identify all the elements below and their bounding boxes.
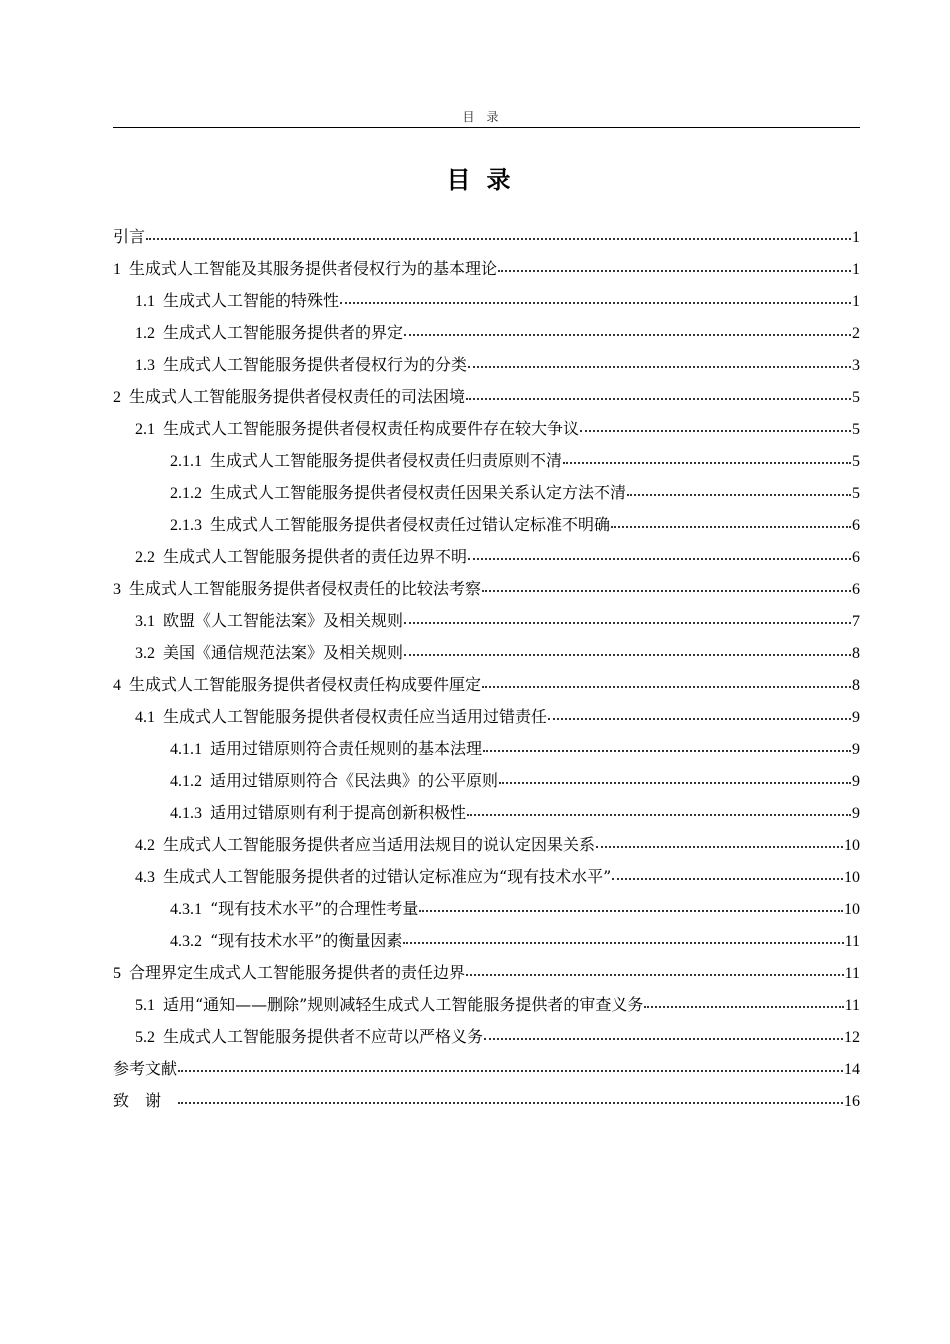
toc-entry-title: “现有技术水平”的衡量因素 (210, 931, 403, 950)
toc-entry[interactable] (113, 641, 860, 673)
toc-entry-number: 2.2 (135, 549, 155, 566)
toc-entry-title: 欧盟《人工智能法案》及相关规则 (163, 611, 404, 630)
toc-entry-number: 4.3.1 (170, 901, 202, 918)
dot-leader (482, 578, 851, 594)
toc-entry[interactable] (113, 545, 860, 577)
toc-entry-number: 5.1 (135, 997, 155, 1014)
toc-entry-title: 生成式人工智能及其服务提供者侵权行为的基本理论 (129, 259, 498, 278)
toc-entry-number: 4.3.2 (170, 933, 202, 950)
dot-leader (612, 866, 843, 882)
toc-entry[interactable] (113, 769, 860, 801)
toc-entry-number: 4.2 (135, 837, 155, 854)
dot-leader (404, 610, 851, 626)
toc-entry-title: 美国《通信规范法案》及相关规则 (163, 643, 404, 662)
toc-entry[interactable] (113, 673, 860, 705)
toc-entry-page-number: 14 (844, 1061, 860, 1078)
toc-entry[interactable] (113, 481, 860, 513)
toc-entry[interactable] (113, 449, 860, 481)
dot-leader (404, 642, 851, 658)
toc-entry-page-number: 10 (844, 869, 860, 886)
dot-leader (178, 1058, 843, 1074)
toc-entry-title: 生成式人工智能服务提供者不应苛以严格义务 (163, 1027, 484, 1046)
toc-entry-title: 适用过错原则符合责任规则的基本法理 (210, 739, 483, 758)
toc-entry-number: 4.1 (135, 709, 155, 726)
toc-entry[interactable] (113, 225, 860, 257)
toc-entry-page-number: 5 (852, 485, 860, 502)
toc-entry[interactable] (113, 865, 860, 897)
toc-entry[interactable] (113, 993, 860, 1025)
toc-entry[interactable] (113, 385, 860, 417)
toc-entry-title: 生成式人工智能服务提供者侵权责任因果关系认定方法不清 (210, 483, 627, 502)
toc-entry-page-number: 10 (844, 901, 860, 918)
toc-entry-number: 4 (113, 677, 121, 694)
dot-leader (466, 962, 844, 978)
toc-entry-number: 2.1.2 (170, 485, 202, 502)
toc-entry-page-number: 11 (844, 965, 860, 982)
toc-entry[interactable] (113, 737, 860, 769)
dot-leader (596, 834, 843, 850)
dot-leader (466, 386, 851, 402)
toc-entry-page-number: 8 (852, 677, 860, 694)
toc-entry-page-number: 9 (852, 805, 860, 822)
dot-leader (340, 290, 851, 306)
toc-entry[interactable] (113, 289, 860, 321)
toc-entry-title: 生成式人工智能服务提供者的责任边界不明 (163, 547, 468, 566)
toc-entry-page-number: 9 (852, 709, 860, 726)
toc-entry-number: 1.2 (135, 325, 155, 342)
toc-entry-number: 3 (113, 581, 121, 598)
toc-entry-page-number: 5 (852, 453, 860, 470)
toc-entry-number: 4.1.2 (170, 773, 202, 790)
toc-entry[interactable] (113, 833, 860, 865)
dot-leader (419, 898, 843, 914)
toc-entry-title: 生成式人工智能服务提供者侵权责任构成要件厘定 (129, 675, 482, 694)
toc-entry-number: 4.1.1 (170, 741, 202, 758)
toc-entry-number: 2.1 (135, 421, 155, 438)
toc-entry-number: 2 (113, 389, 121, 406)
toc-entry-title: 生成式人工智能服务提供者侵权责任构成要件存在较大争议 (163, 419, 580, 438)
toc-entry-title: 致谢 (113, 1091, 178, 1110)
toc-entry[interactable] (113, 1025, 860, 1057)
toc-entry-page-number: 2 (852, 325, 860, 342)
toc-entry-page-number: 9 (852, 741, 860, 758)
toc-entry-page-number: 9 (852, 773, 860, 790)
running-header: 目录 (462, 110, 511, 124)
dot-leader (548, 706, 851, 722)
toc-entry[interactable] (113, 513, 860, 545)
toc-entry-number: 4.3 (135, 869, 155, 886)
dot-leader (146, 226, 851, 242)
toc-entry-title: 适用过错原则有利于提高创新积极性 (210, 803, 467, 822)
header-rule (113, 127, 860, 128)
toc-entry-page-number: 1 (852, 261, 860, 278)
toc-entry-page-number: 6 (852, 581, 860, 598)
toc-entry[interactable] (113, 897, 860, 929)
dot-leader (563, 450, 851, 466)
toc-entry-page-number: 3 (852, 357, 860, 374)
toc-entry-title: 生成式人工智能服务提供者应当适用法规目的说认定因果关系 (163, 835, 596, 854)
toc-entry-number: 3.1 (135, 613, 155, 630)
toc-entry-page-number: 8 (852, 645, 860, 662)
toc-entry-page-number: 6 (852, 549, 860, 566)
dot-leader (498, 258, 851, 274)
toc-entry-page-number: 5 (852, 389, 860, 406)
dot-leader (484, 1026, 843, 1042)
toc-entry[interactable] (113, 577, 860, 609)
toc-entry-page-number: 1 (852, 293, 860, 310)
toc-entry-number: 3.2 (135, 645, 155, 662)
toc-entry[interactable] (113, 417, 860, 449)
toc-entry-page-number: 11 (844, 933, 860, 950)
toc-entry-title: 参考文献 (113, 1059, 178, 1078)
toc-entry[interactable] (113, 257, 860, 289)
page-title: 目录 (446, 166, 527, 194)
dot-leader (468, 546, 851, 562)
dot-leader (611, 514, 851, 530)
toc-entry[interactable] (113, 929, 860, 961)
dot-leader (499, 770, 851, 786)
toc-entry-title: 生成式人工智能服务提供者的过错认定标准应为“现有技术水平” (163, 867, 612, 886)
toc-entry-title: 生成式人工智能服务提供者的界定 (163, 323, 404, 342)
toc-entry-title: 合理界定生成式人工智能服务提供者的责任边界 (129, 963, 466, 982)
toc-entry-page-number: 11 (844, 997, 860, 1014)
dot-leader (178, 1090, 843, 1106)
toc-entry-title: 适用“通知——删除”规则减轻生成式人工智能服务提供者的审查义务 (163, 995, 644, 1014)
toc-entry-title: 生成式人工智能服务提供者侵权行为的分类 (163, 355, 468, 374)
toc-entry-title: 生成式人工智能服务提供者侵权责任应当适用过错责任 (163, 707, 548, 726)
toc-entry[interactable] (113, 801, 860, 833)
toc-entry[interactable] (113, 961, 860, 993)
toc-entry-page-number: 1 (852, 229, 860, 246)
dot-leader (644, 994, 843, 1010)
toc-entry-title: 生成式人工智能服务提供者侵权责任的比较法考察 (129, 579, 482, 598)
toc-entry-title: “现有技术水平”的合理性考量 (210, 899, 419, 918)
toc-entry-number: 4.1.3 (170, 805, 202, 822)
toc-entry-number: 5.2 (135, 1029, 155, 1046)
toc-entry[interactable] (113, 1057, 860, 1089)
dot-leader (482, 674, 851, 690)
toc-entry[interactable] (113, 353, 860, 385)
toc-entry-number: 1 (113, 261, 121, 278)
toc-entry-page-number: 7 (852, 613, 860, 630)
toc-entry[interactable] (113, 1089, 860, 1121)
toc-entry-number: 2.1.1 (170, 453, 202, 470)
toc-entry-page-number: 5 (852, 421, 860, 438)
toc-entry[interactable] (113, 705, 860, 737)
toc-entry-number: 1.3 (135, 357, 155, 374)
toc-entry-page-number: 10 (844, 837, 860, 854)
toc-entry-number: 2.1.3 (170, 517, 202, 534)
table-of-contents (113, 225, 860, 1121)
toc-entry[interactable] (113, 321, 860, 353)
dot-leader (627, 482, 851, 498)
toc-entry[interactable] (113, 609, 860, 641)
toc-entry-title: 引言 (113, 227, 146, 246)
dot-leader (580, 418, 851, 434)
toc-entry-number: 5 (113, 965, 121, 982)
dot-leader (468, 354, 851, 370)
dot-leader (483, 738, 851, 754)
dot-leader (403, 930, 843, 946)
toc-entry-page-number: 12 (844, 1029, 860, 1046)
toc-entry-title: 生成式人工智能服务提供者侵权责任的司法困境 (129, 387, 466, 406)
toc-entry-title: 生成式人工智能服务提供者侵权责任过错认定标准不明确 (210, 515, 611, 534)
toc-entry-title: 生成式人工智能服务提供者侵权责任归责原则不清 (210, 451, 563, 470)
dot-leader (404, 322, 851, 338)
toc-entry-title: 适用过错原则符合《民法典》的公平原则 (210, 771, 499, 790)
toc-entry-number: 1.1 (135, 293, 155, 310)
toc-entry-page-number: 6 (852, 517, 860, 534)
toc-entry-title: 生成式人工智能的特殊性 (163, 291, 340, 310)
toc-entry-page-number: 16 (844, 1093, 860, 1110)
dot-leader (467, 802, 851, 818)
